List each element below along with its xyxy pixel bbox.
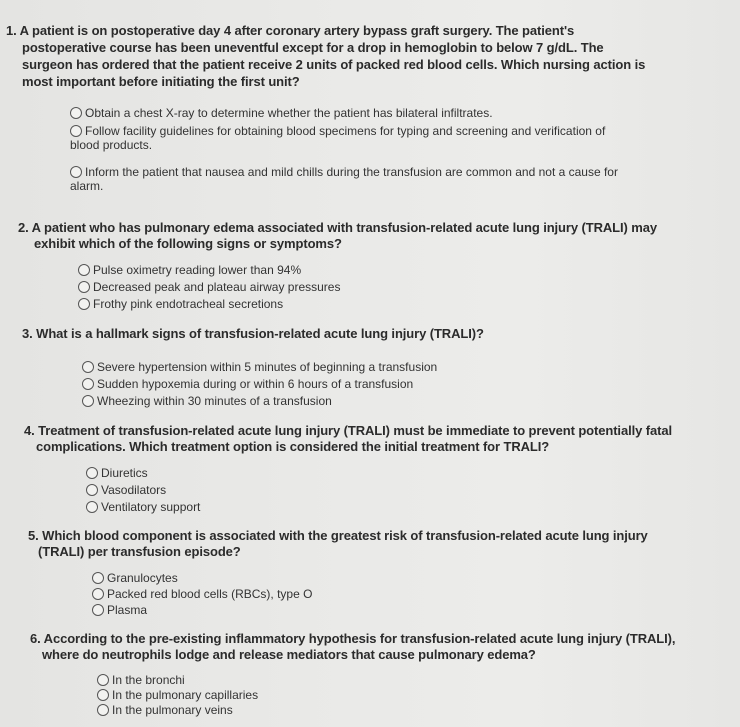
q4-option-2[interactable] bbox=[86, 483, 166, 498]
question-4-text-line-1: 4. Treatment of transfusion-related acute lung injury (TRALI) must be immediate to prevent potentially fatal bbox=[24, 423, 672, 438]
q1-option-3[interactable] bbox=[70, 165, 618, 180]
option-label: Pulse oximetry reading lower than 94% bbox=[93, 263, 302, 277]
question-1-text-line-4: most important before initiating the first unit? bbox=[22, 74, 300, 89]
radio-button-icon[interactable] bbox=[97, 674, 109, 686]
q6-option-3[interactable] bbox=[97, 703, 233, 718]
option-label: Wheezing within 30 minutes of a transfusion bbox=[97, 394, 332, 408]
option-label: In the pulmonary veins bbox=[112, 703, 233, 717]
question-2-text-line-1: 2. A patient who has pulmonary edema associated with transfusion-related acute lung injury (TRALI) may bbox=[18, 220, 657, 235]
option-label: In the bronchi bbox=[112, 673, 185, 687]
option-label: Granulocytes bbox=[107, 571, 178, 585]
radio-button-icon[interactable] bbox=[97, 704, 109, 716]
option-label: Vasodilators bbox=[101, 483, 167, 497]
q3-option-3[interactable] bbox=[82, 394, 332, 409]
q4-option-1[interactable] bbox=[86, 466, 148, 481]
q5-option-3[interactable] bbox=[92, 603, 147, 618]
option-label: Plasma bbox=[107, 603, 148, 617]
option-label: Severe hypertension within 5 minutes of beginning a transfusion bbox=[97, 360, 438, 374]
q6-option-1[interactable] bbox=[97, 673, 185, 688]
q4-option-3[interactable] bbox=[86, 500, 200, 515]
radio-button-icon[interactable] bbox=[86, 484, 98, 496]
radio-button-icon[interactable] bbox=[78, 264, 90, 276]
radio-button-icon[interactable] bbox=[86, 501, 98, 513]
question-6-text-line-1: 6. According to the pre-existing inflammatory hypothesis for transfusion-related acute lung injury (TRALI), bbox=[30, 631, 676, 646]
q5-option-2[interactable] bbox=[92, 587, 312, 602]
radio-button-icon[interactable] bbox=[78, 281, 90, 293]
q1-option-3-continuation: alarm. bbox=[70, 179, 104, 193]
option-label: Obtain a chest X-ray to determine whether the patient has bilateral infiltrates. bbox=[85, 106, 493, 120]
option-label: Follow facility guidelines for obtaining blood specimens for typing and screening and verification of bbox=[85, 124, 606, 138]
radio-button-icon[interactable] bbox=[86, 467, 98, 479]
q2-option-1[interactable] bbox=[78, 263, 301, 278]
question-3-text-line-1: 3. What is a hallmark signs of transfusion-related acute lung injury (TRALI)? bbox=[22, 326, 484, 341]
question-5-text-line-2: (TRALI) per transfusion episode? bbox=[38, 544, 241, 559]
question-1-text-line-3: surgeon has ordered that the patient receive 2 units of packed red blood cells. Which nursing action is bbox=[22, 57, 646, 72]
q6-option-2[interactable] bbox=[97, 688, 258, 703]
option-label: In the pulmonary capillaries bbox=[112, 688, 259, 702]
radio-button-icon[interactable] bbox=[78, 298, 90, 310]
q2-option-3[interactable] bbox=[78, 297, 283, 312]
option-label: Frothy pink endotracheal secretions bbox=[93, 297, 284, 311]
question-2-text-line-2: exhibit which of the following signs or symptoms? bbox=[34, 236, 342, 251]
option-label: Decreased peak and plateau airway pressures bbox=[93, 280, 341, 294]
q2-option-2[interactable] bbox=[78, 280, 340, 295]
q3-option-1[interactable] bbox=[82, 360, 437, 375]
q3-option-2[interactable] bbox=[82, 377, 413, 392]
radio-button-icon[interactable] bbox=[82, 378, 94, 390]
q5-option-1[interactable] bbox=[92, 571, 178, 586]
radio-button-icon[interactable] bbox=[97, 689, 109, 701]
question-5-text-line-1: 5. Which blood component is associated with the greatest risk of transfusion-related acute lung injury bbox=[28, 528, 648, 543]
q1-option-1[interactable] bbox=[70, 106, 493, 121]
option-label: Sudden hypoxemia during or within 6 hours of a transfusion bbox=[97, 377, 414, 391]
radio-button-icon[interactable] bbox=[82, 395, 94, 407]
question-4-text-line-2: complications. Which treatment option is considered the initial treatment for TRALI? bbox=[36, 439, 550, 454]
question-1-text-line-1: 1. A patient is on postoperative day 4 after coronary artery bypass graft surgery. The patient's bbox=[6, 23, 575, 38]
radio-button-icon[interactable] bbox=[70, 166, 82, 178]
radio-button-icon[interactable] bbox=[92, 572, 104, 584]
option-label: Ventilatory support bbox=[101, 500, 201, 514]
radio-button-icon[interactable] bbox=[70, 125, 82, 137]
question-1-text-line-2: postoperative course has been uneventful except for a drop in hemoglobin to below 7 g/dL. The bbox=[22, 40, 604, 55]
option-label: Diuretics bbox=[101, 466, 148, 480]
q1-option-2-continuation: blood products. bbox=[70, 138, 153, 152]
q1-option-2[interactable] bbox=[70, 124, 605, 139]
radio-button-icon[interactable] bbox=[92, 588, 104, 600]
radio-button-icon[interactable] bbox=[82, 361, 94, 373]
radio-button-icon[interactable] bbox=[92, 604, 104, 616]
option-label: Packed red blood cells (RBCs), type O bbox=[107, 587, 313, 601]
question-6-text-line-2: where do neutrophils lodge and release mediators that cause pulmonary edema? bbox=[42, 647, 536, 662]
radio-button-icon[interactable] bbox=[70, 107, 82, 119]
option-label: Inform the patient that nausea and mild chills during the transfusion are common and not a cause for bbox=[85, 165, 618, 179]
